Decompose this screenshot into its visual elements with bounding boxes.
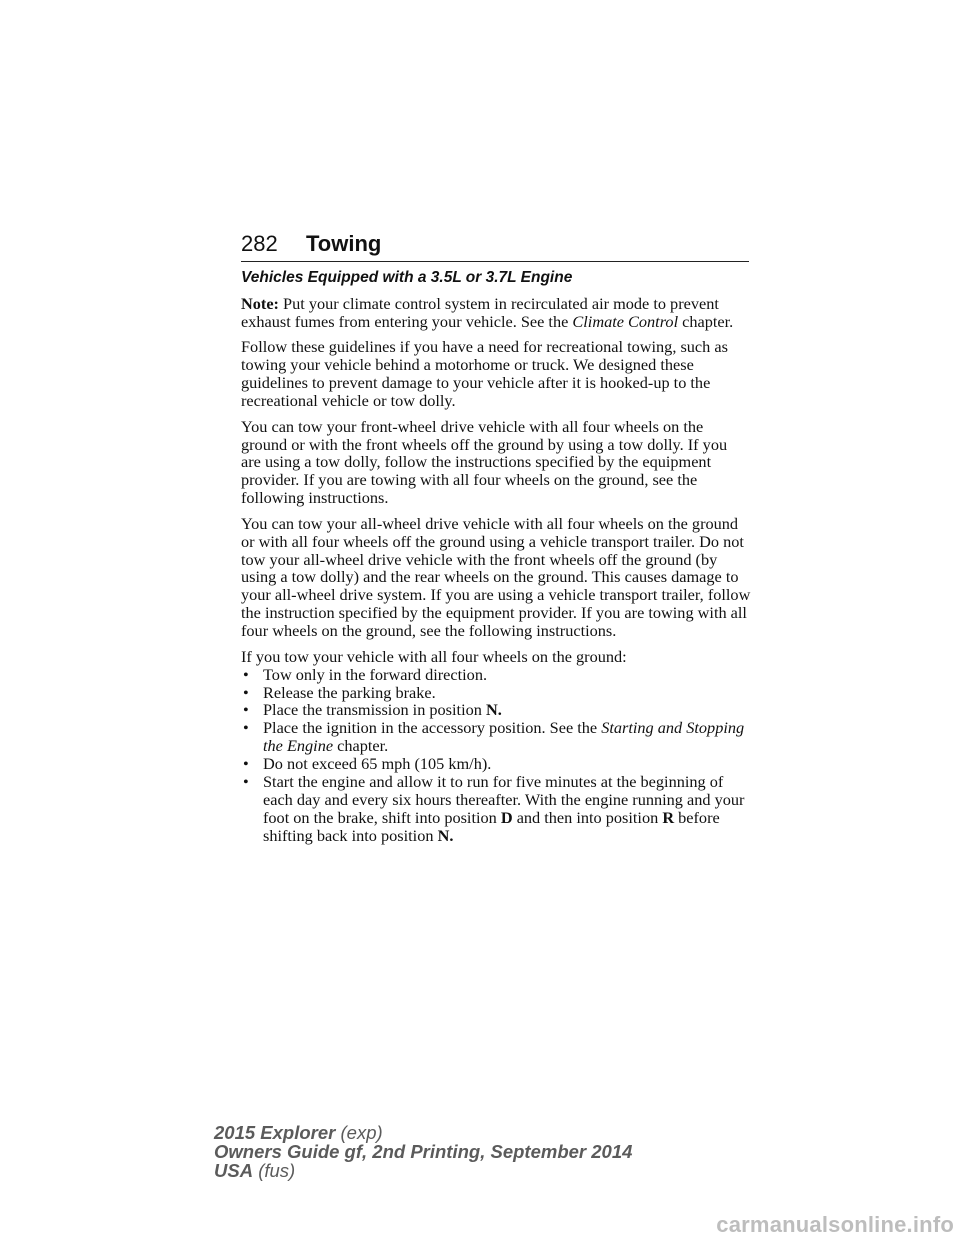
note-text: Put your climate control system in recirculated air mode to prevent exhaust fumes from entering your vehicle. See the bbox=[241, 294, 719, 331]
list-item-text: Start the engine and allow it to run for five minutes at the beginning of each day and every six hours thereafter. With the engine running and your foot on the brake, shift into position bbox=[263, 772, 745, 827]
footer-model: 2015 Explorer bbox=[214, 1122, 336, 1143]
list-intro: If you tow your vehicle with all four wheels on the ground: bbox=[241, 646, 627, 666]
page-number: 282 bbox=[241, 231, 278, 256]
list-item-text: before shifting back into position bbox=[263, 807, 720, 845]
list-item-text: and then into position bbox=[512, 807, 663, 827]
paragraph: Follow these guidelines if you have a need for recreational towing, such as towing your vehicle behind a motorhome or truck. We designed these guidelines to prevent damage to your vehicle after it is hooked-up to the recreational vehicle or tow dolly. bbox=[241, 337, 728, 411]
footer-line bbox=[214, 1161, 632, 1180]
position-n: N. bbox=[485, 700, 502, 720]
note-suffix: chapter. bbox=[678, 311, 734, 331]
bullet-icon: • bbox=[243, 754, 249, 774]
list-item-text: Place the transmission in position bbox=[263, 700, 486, 720]
section-title: Towing bbox=[306, 231, 382, 256]
footer-model-code: (exp) bbox=[335, 1122, 383, 1143]
position-r: R bbox=[662, 807, 675, 827]
page-header bbox=[241, 231, 749, 262]
list-item bbox=[241, 684, 751, 702]
paragraph: You can tow your front-wheel drive vehicle with all four wheels on the ground or with the front wheels off the ground by using a tow dolly. If you are using a tow dolly, follow the instructions specified by the equipment provider. If you are towing with all four wheels on the ground, see the following instructions. bbox=[241, 416, 728, 508]
chapter-ref: Starting and Stopping the Engine bbox=[263, 718, 745, 756]
list-item bbox=[241, 701, 751, 719]
bullet-icon: • bbox=[243, 772, 249, 792]
note-label: Note: bbox=[241, 294, 279, 313]
footer-line bbox=[214, 1123, 632, 1142]
list-item-text: Do not exceed 65 mph (105 km/h). bbox=[263, 754, 492, 774]
footer-line: Owners Guide gf, 2nd Printing, September 2014 bbox=[214, 1141, 633, 1162]
bullet-icon: • bbox=[243, 718, 249, 738]
position-d: D bbox=[500, 807, 513, 827]
list-item-suffix: chapter. bbox=[333, 736, 389, 756]
page-content bbox=[241, 268, 751, 845]
list-item-text: Place the ignition in the accessory position. See the bbox=[263, 718, 602, 738]
bullet-icon: • bbox=[243, 664, 249, 684]
list-item bbox=[241, 666, 751, 684]
list-item bbox=[241, 773, 751, 845]
paragraph: You can tow your all-wheel drive vehicle with all four wheels on the ground or with all four wheels off the ground using a vehicle transport trailer. Do not tow your all-wheel drive vehicle with the front wheels off the ground (by using a tow dolly) and the rear wheels on the ground. This causes damage to your all-wheel drive system. If you are using a vehicle transport trailer, follow the instruction specified by the equipment provider. If you are towing with all four wheels on the ground, see the following instructions. bbox=[241, 513, 751, 641]
towing-steps-list bbox=[241, 666, 751, 845]
footer-region-code: (fus) bbox=[253, 1160, 296, 1181]
bullet-icon: • bbox=[243, 682, 249, 702]
note-paragraph bbox=[241, 295, 751, 331]
footer-region: USA bbox=[214, 1160, 254, 1181]
position-n: N. bbox=[437, 825, 454, 845]
document-footer bbox=[214, 1123, 632, 1180]
list-item-text: Release the parking brake. bbox=[263, 682, 436, 702]
list-item bbox=[241, 719, 751, 755]
list-item bbox=[241, 755, 751, 773]
subheading: Vehicles Equipped with a 3.5L or 3.7L Engine bbox=[241, 269, 573, 286]
bullet-icon: • bbox=[243, 700, 249, 720]
note-chapter-ref: Climate Control bbox=[572, 311, 679, 331]
list-item-text: Tow only in the forward direction. bbox=[263, 664, 488, 684]
site-watermark: carmanualsonline.info bbox=[716, 1212, 954, 1237]
